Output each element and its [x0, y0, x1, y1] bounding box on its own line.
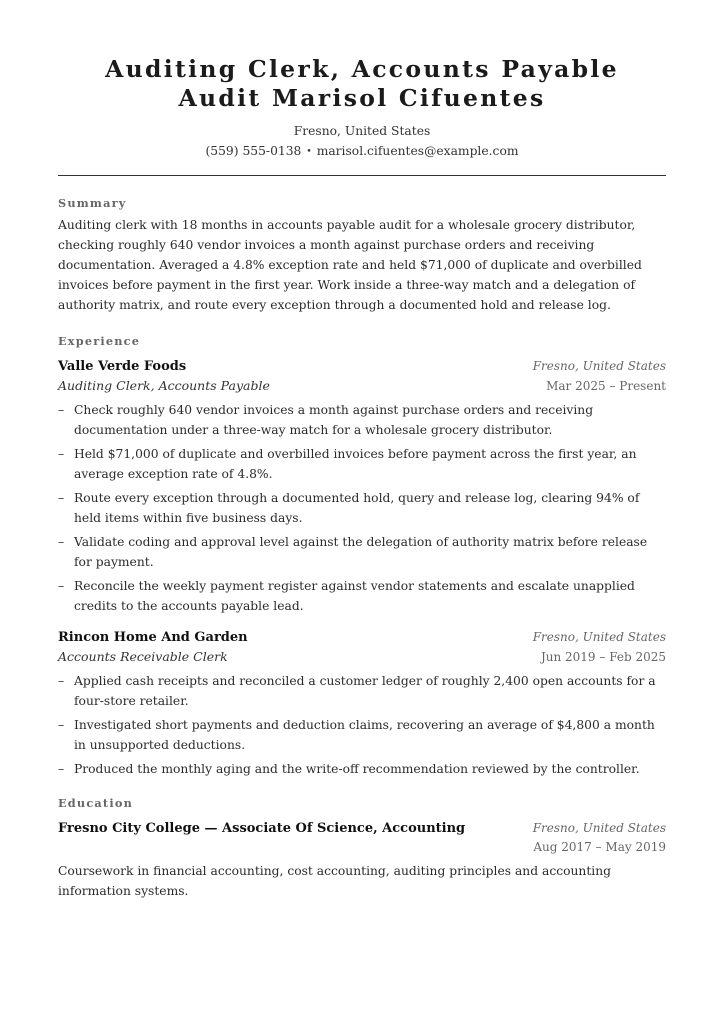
dash-marker: – [58, 535, 65, 549]
job-entry [58, 628, 666, 779]
education-subheader [58, 838, 666, 857]
education-header [58, 819, 666, 838]
job-location: Fresno, United States [532, 630, 666, 644]
resume-page [58, 0, 666, 901]
section-title-summary: Summary [58, 196, 127, 210]
job-dates: Jun 2019 – Feb 2025 [540, 650, 666, 664]
list-item: – Validate coding and approval level against the delegation of authority matrix before release for payment. [58, 532, 666, 572]
list-item: – Held $71,000 of duplicate and overbilled invoices before payment across the first year, an average exception rate of 4.8%. [58, 444, 666, 484]
header-divider [58, 175, 666, 176]
resume-header-name [58, 55, 666, 113]
job-role: Accounts Receivable Clerk [58, 649, 228, 664]
job-location: Fresno, United States [532, 359, 666, 373]
contact-block [58, 121, 666, 162]
dash-marker: – [58, 718, 65, 732]
education-entry [58, 819, 666, 901]
list-item: – Investigated short payments and deduction claims, recovering an average of $4,800 a month in unsupported deductions. [58, 715, 666, 755]
job-dates: Mar 2025 – Present [546, 379, 666, 393]
section-title-experience: Experience [58, 334, 141, 348]
contact-phone: (559) 555-0138 [205, 144, 302, 158]
dash-marker: – [58, 403, 65, 417]
contact-email: marisol.cifuentes@example.com [316, 144, 519, 158]
job-bullets [58, 400, 666, 616]
education-text: Coursework in financial accounting, cost accounting, auditing principles and accounting information systems. [58, 864, 612, 898]
job-role: Auditing Clerk, Accounts Payable [58, 378, 270, 393]
list-item: – Applied cash receipts and reconciled a customer ledger of roughly 2,400 open accounts for a four-store retailer. [58, 671, 666, 711]
job-subheader [58, 647, 666, 667]
list-item: – Route every exception through a documented hold, query and release log, clearing 94% of held items within five business days. [58, 488, 666, 528]
education-school: Fresno City College — Associate Of Science, Accounting [58, 821, 466, 836]
job-entry [58, 357, 666, 616]
job-company: Valle Verde Foods [58, 359, 187, 374]
dash-marker: – [58, 762, 65, 776]
contact-location: Fresno, United States [293, 124, 431, 138]
job-company: Rincon Home And Garden [58, 630, 248, 645]
job-subheader [58, 376, 666, 396]
name-line-2: Audit Marisol Cifuentes [178, 84, 546, 112]
list-item: – Check roughly 640 vendor invoices a month against purchase orders and receiving documentation under a three-way match for a wholesale grocery distributor. [58, 400, 666, 440]
bullet-separator: • [306, 147, 312, 157]
dash-marker: – [58, 491, 65, 505]
section-title-education: Education [58, 796, 133, 810]
education-location: Fresno, United States [532, 821, 666, 835]
job-bullets [58, 671, 666, 779]
job-header [58, 628, 666, 647]
dash-marker: – [58, 674, 65, 688]
job-header [58, 357, 666, 376]
summary-text: Auditing clerk with 18 months in accounts payable audit for a wholesale grocery distributor, checking roughly 640 vendor invoices a month against purchase orders and receiving documentation. Averaged a 4.8% exception rate and held $71,000 of duplicate and overbilled invoices before payment in the first year. Work inside a three-way match and a delegation of authority matrix, and route every exception through a documented hold and release log. [58, 218, 642, 312]
dash-marker: – [58, 579, 65, 593]
list-item: – Reconcile the weekly payment register against vendor statements and escalate unapplied credits to the accounts payable lead. [58, 576, 666, 616]
name-line-1: Auditing Clerk, Accounts Payable [105, 55, 619, 83]
education-dates: Aug 2017 – May 2019 [533, 840, 666, 854]
contact-line [58, 141, 666, 162]
list-item: – Produced the monthly aging and the write-off recommendation reviewed by the controller. [58, 759, 666, 779]
dash-marker: – [58, 447, 65, 461]
